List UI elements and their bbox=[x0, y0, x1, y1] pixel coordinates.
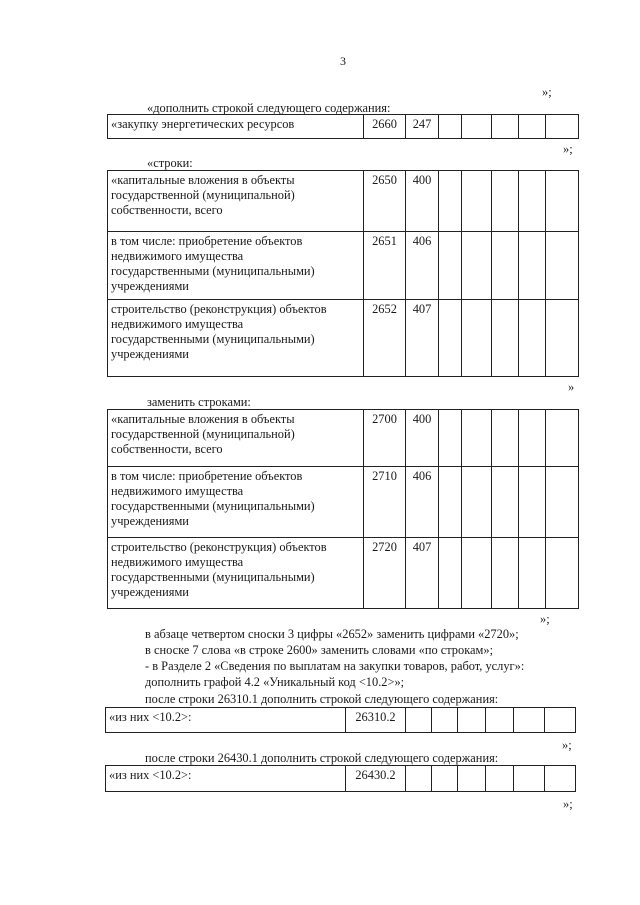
empty-cell bbox=[546, 115, 579, 139]
empty-cell bbox=[439, 300, 462, 377]
paragraph-section-2: - в Разделе 2 «Сведения по выплатам на закупки товаров, работ, услуг»: bbox=[145, 659, 525, 673]
row-name: «капитальные вложения в объекты государственной (муниципальной) собственности, всего bbox=[108, 410, 364, 467]
intro-rows: «строки: bbox=[147, 156, 193, 170]
row-line-code: 2650 bbox=[364, 171, 406, 232]
row-name: «капитальные вложения в объекты государственной (муниципальной) собственности, всего bbox=[108, 171, 364, 232]
empty-cell bbox=[439, 171, 462, 232]
empty-cell bbox=[406, 766, 432, 792]
empty-cell bbox=[462, 115, 492, 139]
row-line-code: 26430.2 bbox=[346, 766, 406, 792]
empty-cell bbox=[492, 410, 519, 467]
row-code: 407 bbox=[406, 538, 439, 609]
empty-cell bbox=[439, 467, 462, 538]
paragraph-add-column: дополнить графой 4.2 «Уникальный код <10.2>»; bbox=[145, 675, 405, 689]
table-row bbox=[108, 115, 579, 139]
table-row bbox=[108, 538, 579, 609]
row-line-code: 2660 bbox=[364, 115, 406, 139]
table-row bbox=[108, 410, 579, 467]
empty-cell bbox=[439, 538, 462, 609]
row-line-code: 2700 bbox=[364, 410, 406, 467]
paragraph-after-26430: после строки 26430.1 дополнить строкой следующего содержания: bbox=[145, 751, 499, 765]
empty-cell bbox=[492, 467, 519, 538]
closing-quote: »; bbox=[562, 738, 572, 752]
table-row bbox=[108, 300, 579, 377]
empty-cell bbox=[432, 708, 458, 733]
row-26310-table bbox=[105, 707, 576, 733]
row-line-code: 2720 bbox=[364, 538, 406, 609]
empty-cell bbox=[462, 300, 492, 377]
row-code: 406 bbox=[406, 232, 439, 300]
empty-cell bbox=[458, 766, 486, 792]
empty-cell bbox=[519, 171, 546, 232]
empty-cell bbox=[492, 538, 519, 609]
intro-add-row: «дополнить строкой следующего содержания: bbox=[147, 101, 391, 115]
row-name: в том числе: приобретение объектов недвижимого имущества государственными (муниципальными) учреждениями bbox=[108, 232, 364, 300]
row-name: «из них <10.2>: bbox=[106, 708, 346, 733]
row-line-code: 2651 bbox=[364, 232, 406, 300]
new-rows-table bbox=[107, 409, 579, 609]
row-code: 406 bbox=[406, 467, 439, 538]
empty-cell bbox=[462, 232, 492, 300]
empty-cell bbox=[546, 300, 579, 377]
closing-quote: »; bbox=[542, 85, 552, 99]
empty-cell bbox=[546, 232, 579, 300]
intro-replace: заменить строками: bbox=[147, 395, 251, 409]
row-name: строительство (реконструкция) объектов недвижимого имущества государственными (муниципальными) учреждениями bbox=[108, 538, 364, 609]
row-name: в том числе: приобретение объектов недвижимого имущества государственными (муниципальными) учреждениями bbox=[108, 467, 364, 538]
empty-cell bbox=[519, 115, 546, 139]
empty-cell bbox=[514, 766, 545, 792]
row-name: «из них <10.2>: bbox=[106, 766, 346, 792]
empty-cell bbox=[519, 410, 546, 467]
row-code: 400 bbox=[406, 171, 439, 232]
empty-cell bbox=[432, 766, 458, 792]
closing-quote: » bbox=[568, 380, 575, 394]
table-row bbox=[108, 171, 579, 232]
empty-cell bbox=[492, 232, 519, 300]
empty-cell bbox=[546, 467, 579, 538]
empty-cell bbox=[545, 766, 576, 792]
closing-quote: »; bbox=[563, 797, 573, 811]
page-number: 3 bbox=[340, 54, 346, 68]
empty-cell bbox=[545, 708, 576, 733]
paragraph-after-26310: после строки 26310.1 дополнить строкой следующего содержания: bbox=[145, 692, 499, 706]
table-row bbox=[106, 766, 576, 792]
row-code: 400 bbox=[406, 410, 439, 467]
row-code: 247 bbox=[406, 115, 439, 139]
empty-cell bbox=[546, 410, 579, 467]
closing-quote: »; bbox=[540, 612, 550, 626]
empty-cell bbox=[492, 300, 519, 377]
empty-cell bbox=[462, 410, 492, 467]
empty-cell bbox=[439, 410, 462, 467]
empty-cell bbox=[462, 171, 492, 232]
row-code: 407 bbox=[406, 300, 439, 377]
empty-cell bbox=[546, 171, 579, 232]
row-name: «закупку энергетических ресурсов bbox=[108, 115, 364, 139]
table-row bbox=[108, 467, 579, 538]
empty-cell bbox=[439, 232, 462, 300]
paragraph-footnote-3: в абзаце четвертом сноски 3 цифры «2652» заменить цифрами «2720»; bbox=[145, 627, 519, 641]
row-line-code: 26310.2 bbox=[346, 708, 406, 733]
added-row-table bbox=[107, 114, 579, 139]
row-line-code: 2652 bbox=[364, 300, 406, 377]
empty-cell bbox=[492, 171, 519, 232]
empty-cell bbox=[439, 115, 462, 139]
empty-cell bbox=[546, 538, 579, 609]
empty-cell bbox=[492, 115, 519, 139]
empty-cell bbox=[486, 766, 514, 792]
empty-cell bbox=[514, 708, 545, 733]
empty-cell bbox=[519, 467, 546, 538]
empty-cell bbox=[519, 300, 546, 377]
empty-cell bbox=[519, 232, 546, 300]
closing-quote: »; bbox=[563, 142, 573, 156]
table-row bbox=[106, 708, 576, 733]
paragraph-footnote-7: в сноске 7 слова «в строке 2600» заменить словами «по строкам»; bbox=[145, 643, 494, 657]
table-row bbox=[108, 232, 579, 300]
empty-cell bbox=[462, 467, 492, 538]
empty-cell bbox=[458, 708, 486, 733]
empty-cell bbox=[486, 708, 514, 733]
row-line-code: 2710 bbox=[364, 467, 406, 538]
row-name: строительство (реконструкция) объектов недвижимого имущества государственными (муниципальными) учреждениями bbox=[108, 300, 364, 377]
empty-cell bbox=[462, 538, 492, 609]
empty-cell bbox=[519, 538, 546, 609]
empty-cell bbox=[406, 708, 432, 733]
old-rows-table bbox=[107, 170, 579, 377]
row-26430-table bbox=[105, 765, 576, 792]
